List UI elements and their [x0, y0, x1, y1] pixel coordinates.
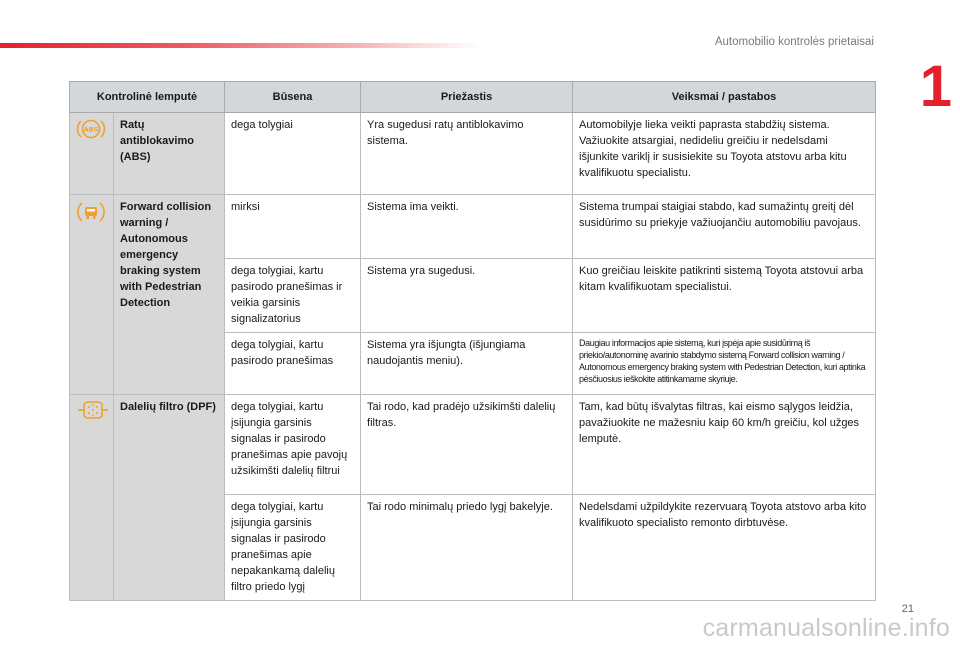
- state-cell: dega tolygiai, kartu pasirodo pranešimas: [225, 333, 361, 395]
- state-cell: dega tolygiai: [225, 113, 361, 195]
- action-cell: Tam, kad būtų išvalytas filtras, kai eismo sąlygos leidžia, pavažiuokite ne mažesniu kaip 60 km/h greičiu, kol užges lemputė.: [573, 395, 876, 495]
- particle-filter-icon: [76, 399, 105, 421]
- col-header-action: Veiksmai / pastabos: [573, 82, 876, 113]
- page-number: 21: [901, 603, 914, 615]
- table-row: [70, 195, 876, 259]
- cause-cell: Sistema yra išjungta (išjungiama naudojantis meniu).: [361, 333, 573, 395]
- lamp-name: Ratų antiblokavimo (ABS): [114, 113, 225, 195]
- table-header-row: [70, 82, 876, 113]
- action-cell: Kuo greičiau leiskite patikrinti sistemą Toyota atstovui arba kitam kvalifikuotam specialistui.: [573, 259, 876, 333]
- state-cell: dega tolygiai, kartu įsijungia garsinis signalas ir pasirodo pranešimas apie pavojų užsikimšti dalelių filtrui: [225, 395, 361, 495]
- lamp-cell: [70, 195, 114, 395]
- section-title: Automobilio kontrolės prietaisai: [714, 36, 874, 48]
- header-accent-bar: [0, 43, 480, 48]
- action-cell: Sistema trumpai staigiai stabdo, kad sumažintų greitį dėl susidūrimo su priekyje važiuojančiu automobiliu pavojaus.: [573, 195, 876, 259]
- col-header-lamp: Kontrolinė lemputė: [70, 82, 225, 113]
- lamp-cell: [70, 113, 114, 195]
- svg-text:ABS: ABS: [83, 125, 99, 134]
- cause-cell: Yra sugedusi ratų antiblokavimo sistema.: [361, 113, 573, 195]
- state-cell: mirksi: [225, 195, 361, 259]
- table-row: [70, 113, 876, 195]
- abs-warning-icon: [76, 117, 105, 141]
- cause-cell: Sistema ima veikti.: [361, 195, 573, 259]
- cause-cell: Sistema yra sugedusi.: [361, 259, 573, 333]
- warning-lamps-table: [69, 81, 876, 601]
- cause-cell: Tai rodo minimalų priedo lygį bakelyje.: [361, 495, 573, 601]
- chapter-number: 1: [919, 54, 952, 119]
- action-cell: Nedelsdami užpildykite rezervuarą Toyota atstovo arba kito kvalifikuoto specialisto remonto dirbtuvėse.: [573, 495, 876, 601]
- state-cell: dega tolygiai, kartu pasirodo pranešimas ir veikia garsinis signalizatorius: [225, 259, 361, 333]
- action-cell: Automobilyje lieka veikti paprasta stabdžių sistema. Važiuokite atsargiai, nedideliu greičiu ir nedelsdami išjunkite variklį ir susisiekite su Toyota atstovu arba kitu kvalifikuotu specialistu.: [573, 113, 876, 195]
- state-cell: dega tolygiai, kartu įsijungia garsinis signalas ir pasirodo pranešimas apie nepakankamą dalelių filtro priedo lygį: [225, 495, 361, 601]
- lamp-name: Forward collision warning / Autonomous emergency braking system with Pedestrian Detection: [114, 195, 225, 395]
- forward-collision-icon: [76, 199, 105, 225]
- lamp-name: Dalelių filtro (DPF): [114, 395, 225, 601]
- col-header-state: Būsena: [225, 82, 361, 113]
- table-row: [70, 395, 876, 495]
- col-header-cause: Priežastis: [361, 82, 573, 113]
- lamp-cell: [70, 395, 114, 601]
- cause-cell: Tai rodo, kad pradėjo užsikimšti dalelių filtras.: [361, 395, 573, 495]
- watermark: carmanualsonline.info: [702, 614, 950, 642]
- action-cell: Daugiau informacijos apie sistemą, kuri įspėja apie susidūrimą iš priekio/autonominę avarinio stabdymo sistemą Forward collision warning / Autonomous emergency braking system with Pedestrian Detection, kuri aptinka pėsčiuosius ieškokite atitinkamame skyriuje.: [573, 333, 876, 395]
